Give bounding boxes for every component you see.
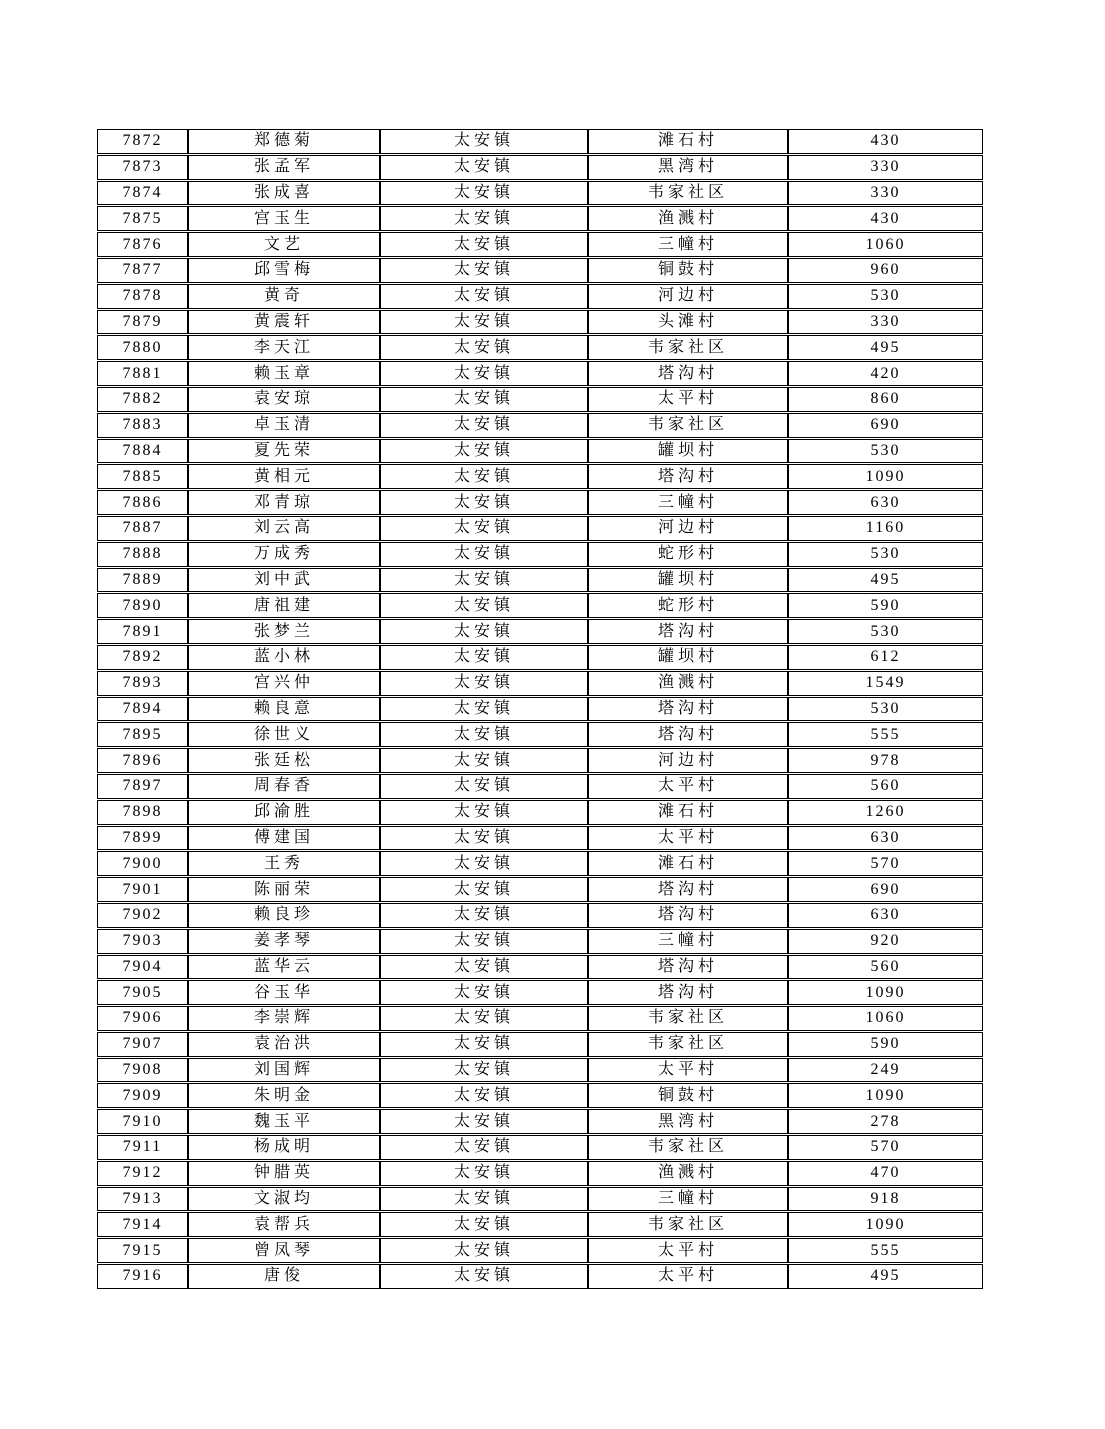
cell-amount: 495 [788,335,983,360]
cell-amount: 1090 [788,980,983,1005]
cell-name: 刘云高 [188,516,380,541]
cell-town: 太安镇 [380,722,588,747]
cell-village: 渔溅村 [588,671,788,696]
cell-id: 7907 [97,1032,188,1057]
cell-id: 7893 [97,671,188,696]
table-row [97,335,983,360]
table-row [97,1187,983,1212]
cell-name: 钟腊英 [188,1161,380,1186]
cell-town: 太安镇 [380,310,588,335]
cell-town: 太安镇 [380,1238,588,1263]
table-row [97,129,983,154]
cell-village: 塔沟村 [588,980,788,1005]
cell-town: 太安镇 [380,1083,588,1108]
cell-name: 魏玉平 [188,1109,380,1134]
cell-amount: 570 [788,1135,983,1160]
cell-id: 7898 [97,800,188,825]
cell-name: 黄相元 [188,464,380,489]
cell-amount: 1060 [788,1006,983,1031]
table-row [97,955,983,980]
cell-id: 7902 [97,903,188,928]
cell-town: 太安镇 [380,335,588,360]
cell-amount: 960 [788,258,983,283]
cell-name: 郑德菊 [188,129,380,154]
table-row [97,284,983,309]
cell-amount: 918 [788,1187,983,1212]
cell-village: 太平村 [588,1058,788,1083]
cell-amount: 555 [788,722,983,747]
cell-amount: 1060 [788,232,983,257]
table-row [97,722,983,747]
cell-name: 文淑均 [188,1187,380,1212]
table-row [97,387,983,412]
table-row [97,1109,983,1134]
cell-village: 黑湾村 [588,1109,788,1134]
cell-town: 太安镇 [380,568,588,593]
cell-name: 姜孝琴 [188,929,380,954]
cell-name: 傅建国 [188,826,380,851]
cell-town: 太安镇 [380,181,588,206]
table-row [97,748,983,773]
cell-amount: 430 [788,129,983,154]
cell-village: 塔沟村 [588,697,788,722]
cell-name: 刘中武 [188,568,380,593]
cell-town: 太安镇 [380,413,588,438]
table-row [97,516,983,541]
cell-id: 7883 [97,413,188,438]
cell-town: 太安镇 [380,232,588,257]
cell-village: 三幢村 [588,1187,788,1212]
cell-id: 7903 [97,929,188,954]
cell-village: 太平村 [588,774,788,799]
cell-town: 太安镇 [380,1032,588,1057]
cell-amount: 570 [788,851,983,876]
cell-amount: 278 [788,1109,983,1134]
cell-name: 刘国辉 [188,1058,380,1083]
cell-village: 塔沟村 [588,955,788,980]
cell-amount: 555 [788,1238,983,1263]
table-row [97,1238,983,1263]
cell-name: 王秀 [188,851,380,876]
table-row [97,542,983,567]
cell-id: 7877 [97,258,188,283]
cell-name: 谷玉华 [188,980,380,1005]
cell-id: 7904 [97,955,188,980]
cell-amount: 470 [788,1161,983,1186]
table-row [97,774,983,799]
cell-id: 7899 [97,826,188,851]
cell-town: 太安镇 [380,516,588,541]
cell-id: 7881 [97,361,188,386]
cell-name: 张孟军 [188,155,380,180]
cell-name: 张梦兰 [188,619,380,644]
cell-amount: 1090 [788,1083,983,1108]
cell-id: 7900 [97,851,188,876]
cell-village: 塔沟村 [588,722,788,747]
table-row [97,645,983,670]
table-row [97,258,983,283]
cell-town: 太安镇 [380,490,588,515]
cell-town: 太安镇 [380,748,588,773]
cell-village: 三幢村 [588,232,788,257]
cell-amount: 1260 [788,800,983,825]
table-row [97,206,983,231]
cell-amount: 530 [788,284,983,309]
table-row [97,697,983,722]
table-row [97,800,983,825]
table-row [97,1161,983,1186]
table-row [97,1006,983,1031]
table-row [97,490,983,515]
cell-name: 赖玉章 [188,361,380,386]
cell-id: 7879 [97,310,188,335]
cell-town: 太安镇 [380,955,588,980]
cell-name: 袁治洪 [188,1032,380,1057]
table-row [97,155,983,180]
cell-amount: 690 [788,877,983,902]
table-row [97,1212,983,1237]
cell-amount: 590 [788,593,983,618]
table-row [97,464,983,489]
cell-village: 罐坝村 [588,439,788,464]
cell-name: 杨成明 [188,1135,380,1160]
cell-amount: 420 [788,361,983,386]
cell-village: 河边村 [588,516,788,541]
cell-id: 7885 [97,464,188,489]
cell-village: 太平村 [588,1264,788,1289]
table-row [97,361,983,386]
cell-amount: 249 [788,1058,983,1083]
cell-town: 太安镇 [380,464,588,489]
cell-amount: 495 [788,568,983,593]
cell-name: 朱明金 [188,1083,380,1108]
cell-name: 蓝华云 [188,955,380,980]
cell-town: 太安镇 [380,1058,588,1083]
cell-village: 渔溅村 [588,206,788,231]
cell-id: 7913 [97,1187,188,1212]
cell-village: 铜鼓村 [588,1083,788,1108]
cell-town: 太安镇 [380,697,588,722]
cell-id: 7891 [97,619,188,644]
cell-id: 7910 [97,1109,188,1134]
cell-village: 韦家社区 [588,1032,788,1057]
cell-id: 7894 [97,697,188,722]
cell-id: 7916 [97,1264,188,1289]
cell-id: 7886 [97,490,188,515]
cell-town: 太安镇 [380,284,588,309]
table-row [97,903,983,928]
cell-village: 渔溅村 [588,1161,788,1186]
cell-name: 袁安琼 [188,387,380,412]
cell-name: 陈丽荣 [188,877,380,902]
cell-town: 太安镇 [380,645,588,670]
cell-town: 太安镇 [380,903,588,928]
cell-village: 塔沟村 [588,903,788,928]
cell-village: 韦家社区 [588,413,788,438]
cell-village: 韦家社区 [588,181,788,206]
cell-amount: 560 [788,774,983,799]
cell-village: 罐坝村 [588,645,788,670]
cell-village: 头滩村 [588,310,788,335]
table-row [97,826,983,851]
cell-name: 赖良珍 [188,903,380,928]
cell-amount: 430 [788,206,983,231]
cell-name: 曾凤琴 [188,1238,380,1263]
cell-name: 卓玉清 [188,413,380,438]
cell-amount: 630 [788,490,983,515]
cell-town: 太安镇 [380,439,588,464]
cell-amount: 978 [788,748,983,773]
cell-amount: 530 [788,542,983,567]
cell-name: 赖良意 [188,697,380,722]
table-row [97,593,983,618]
table-row [97,1135,983,1160]
cell-amount: 330 [788,155,983,180]
cell-town: 太安镇 [380,671,588,696]
table-row [97,568,983,593]
cell-village: 塔沟村 [588,877,788,902]
cell-village: 塔沟村 [588,619,788,644]
cell-id: 7908 [97,1058,188,1083]
cell-id: 7897 [97,774,188,799]
cell-id: 7911 [97,1135,188,1160]
cell-name: 黄奇 [188,284,380,309]
cell-id: 7895 [97,722,188,747]
table-row [97,439,983,464]
cell-id: 7905 [97,980,188,1005]
cell-id: 7875 [97,206,188,231]
cell-name: 唐祖建 [188,593,380,618]
cell-amount: 690 [788,413,983,438]
table-row [97,619,983,644]
records-table [97,129,983,1290]
cell-town: 太安镇 [380,877,588,902]
cell-id: 7878 [97,284,188,309]
cell-town: 太安镇 [380,774,588,799]
cell-amount: 330 [788,310,983,335]
cell-town: 太安镇 [380,206,588,231]
cell-name: 蓝小林 [188,645,380,670]
cell-amount: 1090 [788,1212,983,1237]
cell-town: 太安镇 [380,980,588,1005]
cell-town: 太安镇 [380,1187,588,1212]
cell-village: 铜鼓村 [588,258,788,283]
cell-town: 太安镇 [380,1161,588,1186]
cell-amount: 530 [788,439,983,464]
cell-amount: 495 [788,1264,983,1289]
cell-amount: 630 [788,903,983,928]
cell-name: 张成喜 [188,181,380,206]
cell-id: 7890 [97,593,188,618]
cell-village: 黑湾村 [588,155,788,180]
cell-id: 7884 [97,439,188,464]
cell-town: 太安镇 [380,387,588,412]
cell-name: 李崇辉 [188,1006,380,1031]
cell-name: 邱雪梅 [188,258,380,283]
table-row [97,980,983,1005]
cell-id: 7896 [97,748,188,773]
cell-name: 万成秀 [188,542,380,567]
table-row [97,671,983,696]
cell-id: 7880 [97,335,188,360]
cell-village: 滩石村 [588,800,788,825]
cell-name: 周春香 [188,774,380,799]
cell-id: 7909 [97,1083,188,1108]
cell-village: 太平村 [588,387,788,412]
cell-id: 7887 [97,516,188,541]
table-row [97,851,983,876]
cell-town: 太安镇 [380,593,588,618]
cell-id: 7873 [97,155,188,180]
cell-village: 太平村 [588,1238,788,1263]
cell-town: 太安镇 [380,1109,588,1134]
cell-id: 7914 [97,1212,188,1237]
table-row [97,1032,983,1057]
cell-name: 宫兴仲 [188,671,380,696]
cell-amount: 630 [788,826,983,851]
cell-name: 唐俊 [188,1264,380,1289]
table-row [97,1058,983,1083]
cell-id: 7889 [97,568,188,593]
cell-village: 太平村 [588,826,788,851]
table-row [97,1264,983,1289]
cell-amount: 560 [788,955,983,980]
cell-id: 7906 [97,1006,188,1031]
table-row [97,413,983,438]
cell-town: 太安镇 [380,258,588,283]
cell-town: 太安镇 [380,929,588,954]
cell-town: 太安镇 [380,1135,588,1160]
cell-id: 7915 [97,1238,188,1263]
cell-village: 河边村 [588,284,788,309]
cell-amount: 1090 [788,464,983,489]
cell-village: 滩石村 [588,851,788,876]
cell-town: 太安镇 [380,619,588,644]
cell-town: 太安镇 [380,800,588,825]
cell-name: 夏先荣 [188,439,380,464]
cell-amount: 1549 [788,671,983,696]
table-row [97,1083,983,1108]
cell-amount: 590 [788,1032,983,1057]
cell-amount: 860 [788,387,983,412]
cell-town: 太安镇 [380,129,588,154]
cell-village: 韦家社区 [588,335,788,360]
cell-village: 河边村 [588,748,788,773]
cell-name: 黄震轩 [188,310,380,335]
cell-id: 7872 [97,129,188,154]
table-row [97,929,983,954]
cell-name: 邱渝胜 [188,800,380,825]
table-row [97,232,983,257]
table-row [97,310,983,335]
cell-village: 滩石村 [588,129,788,154]
cell-amount: 920 [788,929,983,954]
cell-town: 太安镇 [380,1212,588,1237]
cell-village: 蛇形村 [588,593,788,618]
cell-town: 太安镇 [380,155,588,180]
cell-id: 7901 [97,877,188,902]
cell-id: 7876 [97,232,188,257]
cell-name: 邓青琼 [188,490,380,515]
cell-amount: 612 [788,645,983,670]
cell-amount: 330 [788,181,983,206]
cell-village: 塔沟村 [588,361,788,386]
cell-name: 文艺 [188,232,380,257]
cell-amount: 530 [788,697,983,722]
cell-town: 太安镇 [380,361,588,386]
cell-id: 7888 [97,542,188,567]
table-row [97,877,983,902]
cell-name: 宫玉生 [188,206,380,231]
cell-town: 太安镇 [380,1264,588,1289]
cell-village: 罐坝村 [588,568,788,593]
cell-village: 韦家社区 [588,1006,788,1031]
cell-village: 韦家社区 [588,1135,788,1160]
cell-name: 张廷松 [188,748,380,773]
cell-id: 7874 [97,181,188,206]
cell-town: 太安镇 [380,1006,588,1031]
cell-village: 蛇形村 [588,542,788,567]
cell-town: 太安镇 [380,542,588,567]
cell-amount: 530 [788,619,983,644]
cell-name: 袁帮兵 [188,1212,380,1237]
cell-id: 7892 [97,645,188,670]
cell-name: 李天江 [188,335,380,360]
cell-name: 徐世义 [188,722,380,747]
cell-town: 太安镇 [380,851,588,876]
cell-village: 韦家社区 [588,1212,788,1237]
cell-village: 三幢村 [588,929,788,954]
cell-amount: 1160 [788,516,983,541]
cell-id: 7912 [97,1161,188,1186]
cell-town: 太安镇 [380,826,588,851]
cell-id: 7882 [97,387,188,412]
cell-village: 三幢村 [588,490,788,515]
cell-village: 塔沟村 [588,464,788,489]
table-row [97,181,983,206]
